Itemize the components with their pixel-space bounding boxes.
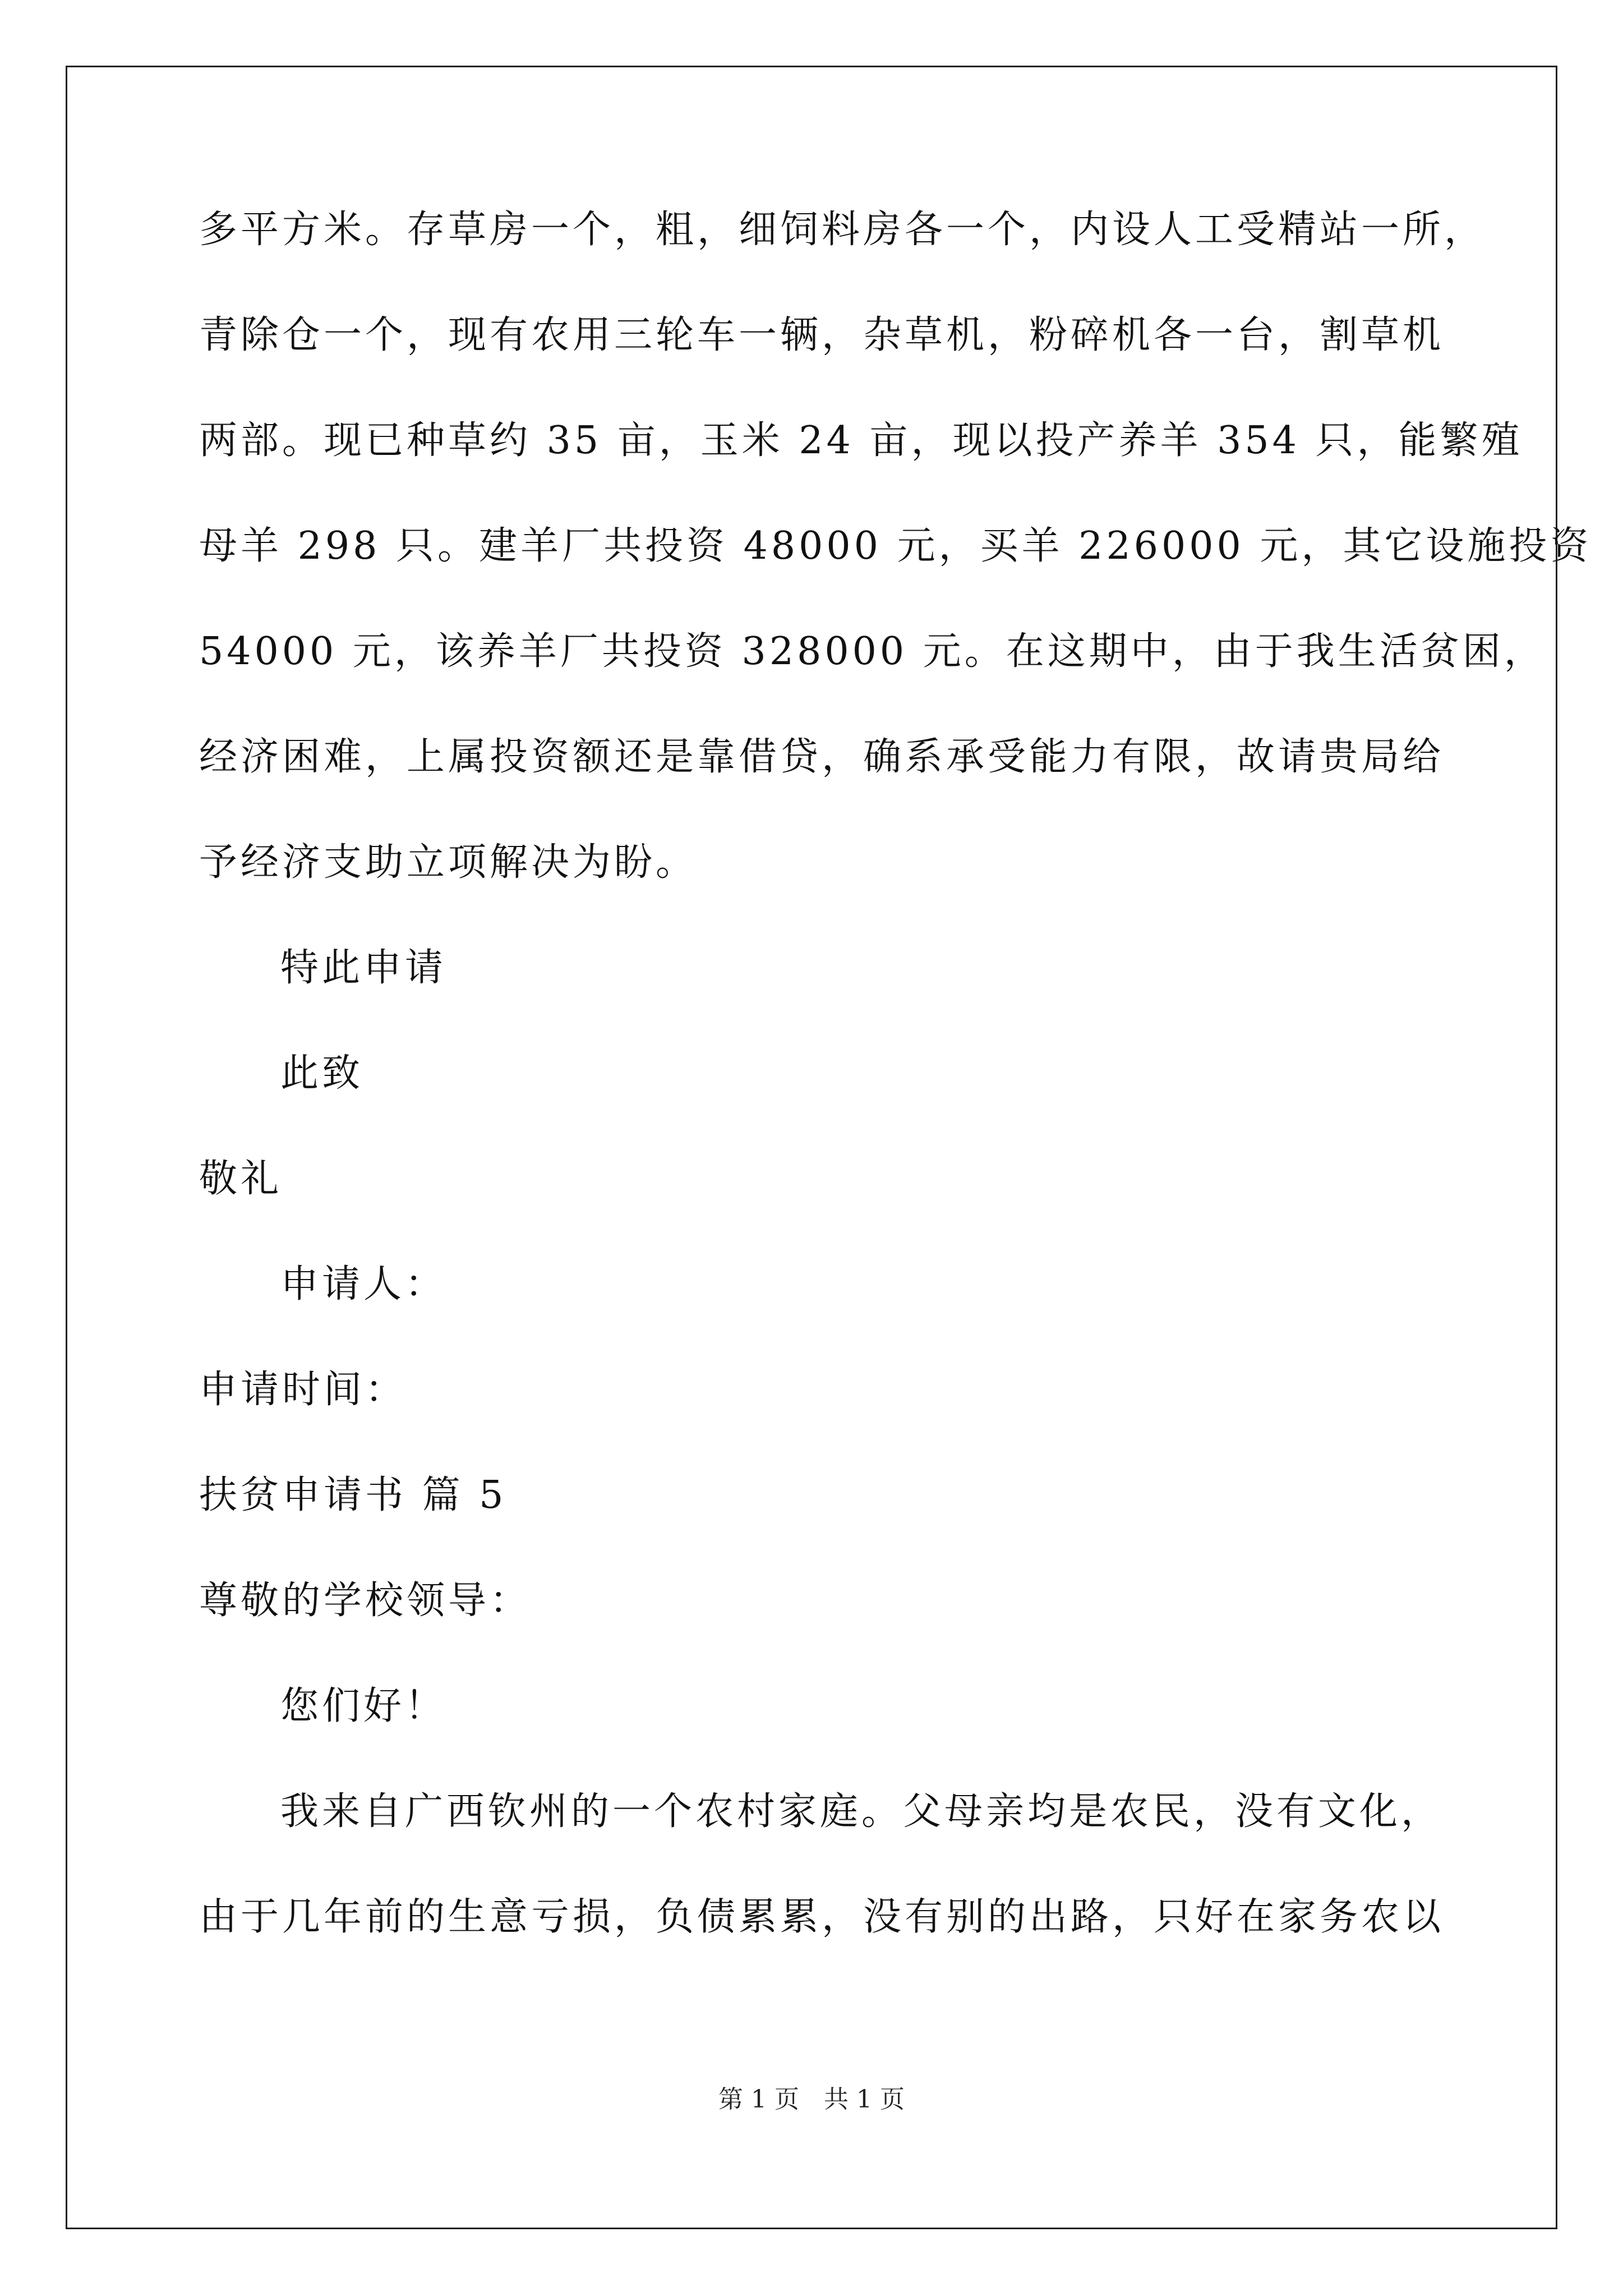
text-line: 青除仓一个，现有农用三轮车一辆，杂草机，粉碎机各一台，割草机: [199, 313, 1445, 357]
text-line: 54000 元，该养羊厂共投资 328000 元。在这期中，由于我生活贫困，: [199, 629, 1546, 674]
text-line: 予经济支助立项解决为盼。: [199, 840, 698, 885]
letter-addressee: 尊敬的学校领导：: [199, 1579, 532, 1623]
text-line: 母羊 298 只。建羊厂共投资 48000 元，买羊 226000 元，其它设施投资: [199, 524, 1592, 568]
section-heading: 扶贫申请书 篇 5: [199, 1473, 507, 1517]
text-line: 我来自广西钦州的一个农村家庭。父母亲均是农民，没有文化，: [280, 1789, 1443, 1834]
text-line: 由于几年前的生意亏损，负债累累，没有别的出路，只好在家务农以: [199, 1895, 1445, 1939]
text-line: 经济困难，上属投资额还是靠借贷，确系承受能力有限，故请贵局给: [199, 735, 1445, 779]
page-number-footer: 第 1 页 共 1 页: [718, 2085, 905, 2114]
closing-regards: 敬礼: [199, 1157, 283, 1201]
greeting: 您们好！: [280, 1684, 447, 1728]
text-line: 多平方米。存草房一个，粗，细饲料房各一个，内设人工受精站一所，: [199, 208, 1486, 252]
application-date-label: 申请时间：: [199, 1368, 407, 1412]
applicant-label: 申请人：: [280, 1262, 447, 1306]
text-line: 两部。现已种草约 35 亩，玉米 24 亩，现以投产养羊 354 只，能繁殖: [199, 418, 1523, 463]
closing-request: 特此申请: [280, 946, 447, 990]
closing-salutation: 此致: [280, 1051, 364, 1096]
